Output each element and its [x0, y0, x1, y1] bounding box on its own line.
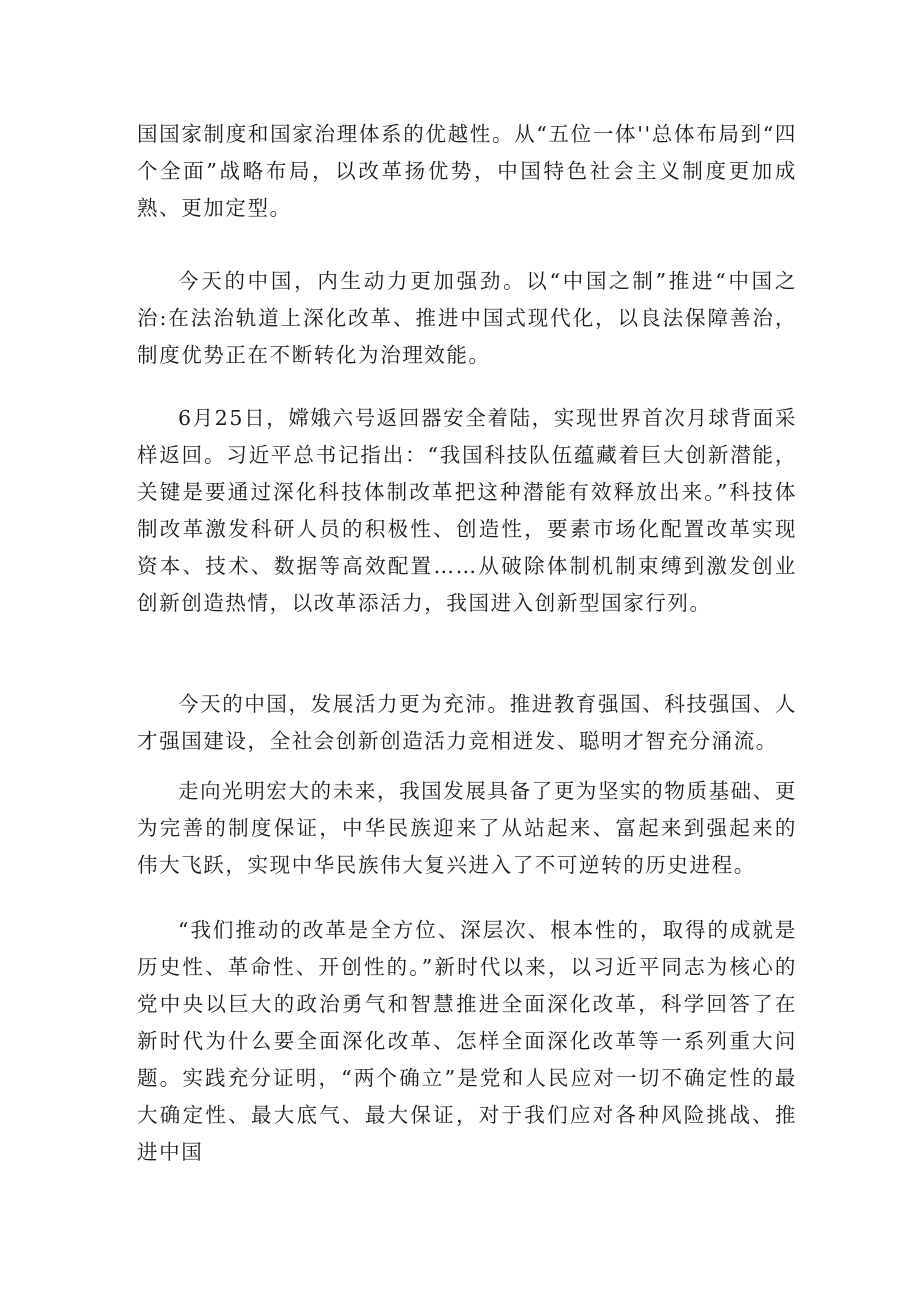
paragraph-5: 走向光明宏大的未来，我国发展具备了更为坚实的物质基础、更为完善的制度保证，中华民族迎来了从站起来、富起来到强起来的伟大飞跃，实现中华民族伟大复兴进入了不可逆转的历史进程。 — [137, 779, 797, 877]
paragraph-4: 今天的中国，发展活力更为充沛。推进教育强国、科技强国、人才强国建设，全社会创新创造活力竞相迸发、聪明才智充分涌流。 — [137, 692, 797, 753]
paragraph-1: 国国家制度和国家治理体系的优越性。从“五位一体''总体布局到“四个全面”战略布局，以改革扬优势，中国特色社会主义制度更加成熟、更加定型。 — [137, 122, 797, 220]
paragraph-block — [137, 912, 797, 1171]
paragraph-6: “我们推动的改革是全方位、深层次、根本性的，取得的成就是历史性、革命性、开创性的。”新时代以来，以习近平同志为核心的党中央以巨大的政治勇气和智慧推进全面深化改革，科学回答了在新时代为什么要全面深化改革、怎样全面深化改革等一系列重大问题。实践充分证明，“两个确立”是党和人民应对一切不确定性的最大确定性、最大底气、最大保证，对于我们应对各种风险挑战、推进中国 — [137, 918, 797, 1164]
paragraph-block — [137, 263, 797, 374]
paragraph-continued — [137, 116, 797, 227]
paragraph-block — [137, 400, 797, 622]
paragraph-2: 今天的中国，内生动力更加强劲。以“中国之制”推进“中国之治:在法治轨道上深化改革、推进中国式现代化，以良法保障善治，制度优势正在不断转化为治理效能。 — [137, 269, 797, 367]
paragraph-block — [137, 773, 797, 884]
paragraph-3: 6月25日，嫦娥六号返回器安全着陆，实现世界首次月球背面采样返回。习近平总书记指出：“我国科技队伍蕴藏着巨大创新潜能，关键是要通过深化科技体制改革把这种潜能有效释放出来。”科技体制改革激发科研人员的积极性、创造性，要素市场化配置改革实现资本、技术、数据等高效配置……从破除体制机制束缚到激发创业创新创造热情，以改革添活力，我国进入创新型国家行列。 — [137, 406, 797, 615]
paragraph-block — [137, 686, 797, 760]
